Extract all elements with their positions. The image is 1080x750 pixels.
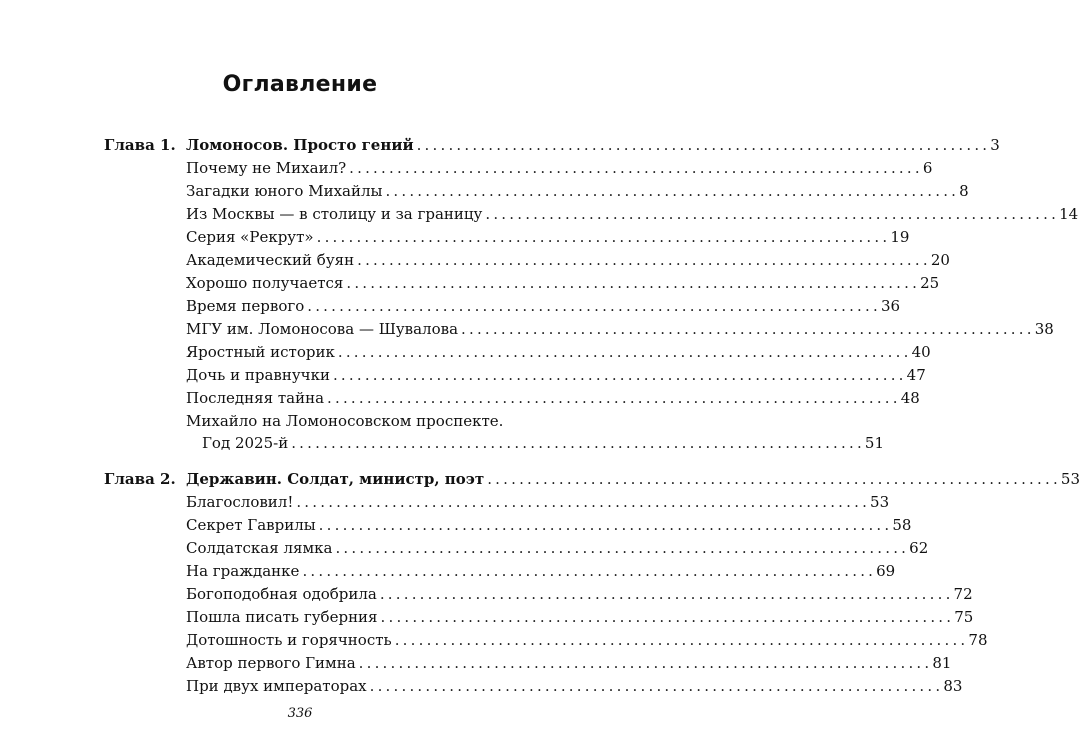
- toc-entry: [186, 249, 950, 271]
- toc-page-number: 72: [953, 585, 973, 603]
- toc-entry: [186, 387, 920, 409]
- chapter-1-label: Глава 1.: [104, 136, 176, 154]
- toc-page-number: 25: [920, 274, 940, 292]
- leader-dots: ........................................................................: [357, 251, 931, 269]
- toc-page-number: 53: [870, 493, 890, 511]
- toc-entry-title: На гражданке: [186, 562, 300, 580]
- leader-dots: ........................................................................: [302, 562, 877, 580]
- toc-entry-title: Дочь и правнучки: [186, 366, 330, 384]
- toc-entry-title: Автор первого Гимна: [186, 654, 356, 672]
- toc-entry-title: Хорошо получается: [186, 274, 344, 292]
- leader-dots: ........................................................................: [316, 228, 891, 246]
- leader-dots: ........................................................................: [461, 320, 1035, 338]
- toc-page-number: 20: [930, 251, 950, 269]
- toc-entry-title: Солдатская лямка: [186, 539, 333, 557]
- toc-entry-title-line2: Год 2025-й: [202, 434, 289, 452]
- toc-entry: [186, 537, 929, 559]
- toc-page-number: 51: [864, 434, 885, 452]
- toc-page-number: 48: [900, 389, 920, 407]
- toc-entry: [186, 318, 1054, 340]
- leader-dots: ........................................................................: [385, 182, 960, 200]
- toc-entry-title: Загадки юного Михайлы: [186, 182, 383, 200]
- leader-dots: ........................................................................: [369, 677, 944, 695]
- toc-entry-title: Последняя тайна: [186, 389, 325, 407]
- toc-page-number: 40: [911, 343, 931, 361]
- leader-dots: ........................................................................: [358, 654, 933, 672]
- toc-entry: [186, 295, 901, 317]
- toc-entry-title: Пошла писать губерния: [186, 608, 378, 626]
- toc-page-number: 62: [909, 539, 929, 557]
- toc-entry-title: Дотошность и горячность: [186, 631, 392, 649]
- leader-dots: ........................................................................: [487, 470, 1061, 488]
- toc-entry: [186, 583, 973, 605]
- toc-entry-title: Благословил!: [186, 493, 294, 511]
- toc-entry-title: При двух императорах: [186, 677, 367, 695]
- toc-entry: [186, 226, 910, 248]
- toc-page-number: 47: [906, 366, 926, 384]
- leader-dots: ........................................................................: [307, 297, 881, 315]
- toc-entry: [186, 180, 969, 202]
- toc-entry-title: Державин. Солдат, министр, поэт: [186, 470, 485, 488]
- leader-dots: ........................................................................: [335, 539, 910, 557]
- page-number: 336: [287, 706, 313, 721]
- toc-entry: [186, 364, 926, 386]
- toc-page-number: 78: [968, 631, 988, 649]
- leader-dots: ........................................................................: [291, 434, 865, 452]
- toc-page-number: 8: [959, 182, 969, 200]
- toc-entry: [186, 341, 931, 363]
- toc-entry: [186, 652, 952, 674]
- chapter-2-label: Глава 2.: [104, 470, 176, 488]
- toc-entry-multiline: [186, 410, 885, 454]
- leader-dots: ........................................................................: [416, 136, 991, 154]
- toc-entry: [186, 491, 890, 513]
- page-title: Оглавление: [222, 72, 378, 97]
- chapter-2-heading: [186, 468, 1080, 490]
- toc-entry: [186, 629, 988, 651]
- leader-dots: ........................................................................: [327, 389, 901, 407]
- toc-entry: [186, 157, 933, 179]
- chapter-1-heading: [186, 134, 1000, 156]
- leader-dots: ........................................................................: [485, 205, 1060, 223]
- toc-entry-title: Яростный историк: [186, 343, 335, 361]
- toc-page-number: 3: [990, 136, 1000, 154]
- toc-page-number: 83: [943, 677, 963, 695]
- leader-dots: ........................................................................: [332, 366, 907, 384]
- toc-entry-title: Время первого: [186, 297, 305, 315]
- toc-entry-title: Из Москвы — в столицу и за границу: [186, 205, 483, 223]
- leader-dots: ........................................................................: [296, 493, 871, 511]
- toc-entry-title: Ломоносов. Просто гений: [186, 136, 414, 154]
- toc-page-number: 19: [890, 228, 910, 246]
- toc-entry-title: Академический буян: [186, 251, 355, 269]
- toc-page-number: 6: [922, 159, 933, 177]
- leader-dots: ........................................................................: [346, 274, 921, 292]
- leader-dots: ........................................................................: [349, 159, 923, 177]
- leader-dots: ........................................................................: [379, 585, 954, 603]
- toc-page-number: 58: [892, 516, 912, 534]
- toc-entry: [186, 272, 940, 294]
- toc-entry-title-line1: Михайло на Ломоносовском проспекте.: [186, 412, 504, 430]
- leader-dots: ........................................................................: [380, 608, 955, 626]
- toc-page-number: 81: [932, 654, 952, 672]
- leader-dots: ........................................................................: [394, 631, 969, 649]
- toc-entry-title: Секрет Гаврилы: [186, 516, 316, 534]
- toc-page-number: 14: [1059, 205, 1079, 223]
- toc-entry-title: Богоподобная одобрила: [186, 585, 377, 603]
- toc-page-number: 36: [880, 297, 901, 315]
- toc-page-number: 75: [954, 608, 974, 626]
- toc-page-number: 53: [1060, 470, 1080, 488]
- toc-entry: [186, 560, 896, 582]
- toc-entry: [186, 675, 963, 697]
- leader-dots: ........................................................................: [318, 516, 893, 534]
- toc-entry: [186, 203, 1079, 225]
- toc-entry: [186, 606, 974, 628]
- toc-entry: [186, 514, 912, 536]
- toc-page-number: 38: [1034, 320, 1054, 338]
- toc-entry-title: МГУ им. Ломоносова — Шувалова: [186, 320, 459, 338]
- toc-entry-title: Почему не Михаил?: [186, 159, 347, 177]
- leader-dots: ........................................................................: [337, 343, 912, 361]
- toc-entry-title: Серия «Рекрут»: [186, 228, 314, 246]
- toc-page-number: 69: [876, 562, 896, 580]
